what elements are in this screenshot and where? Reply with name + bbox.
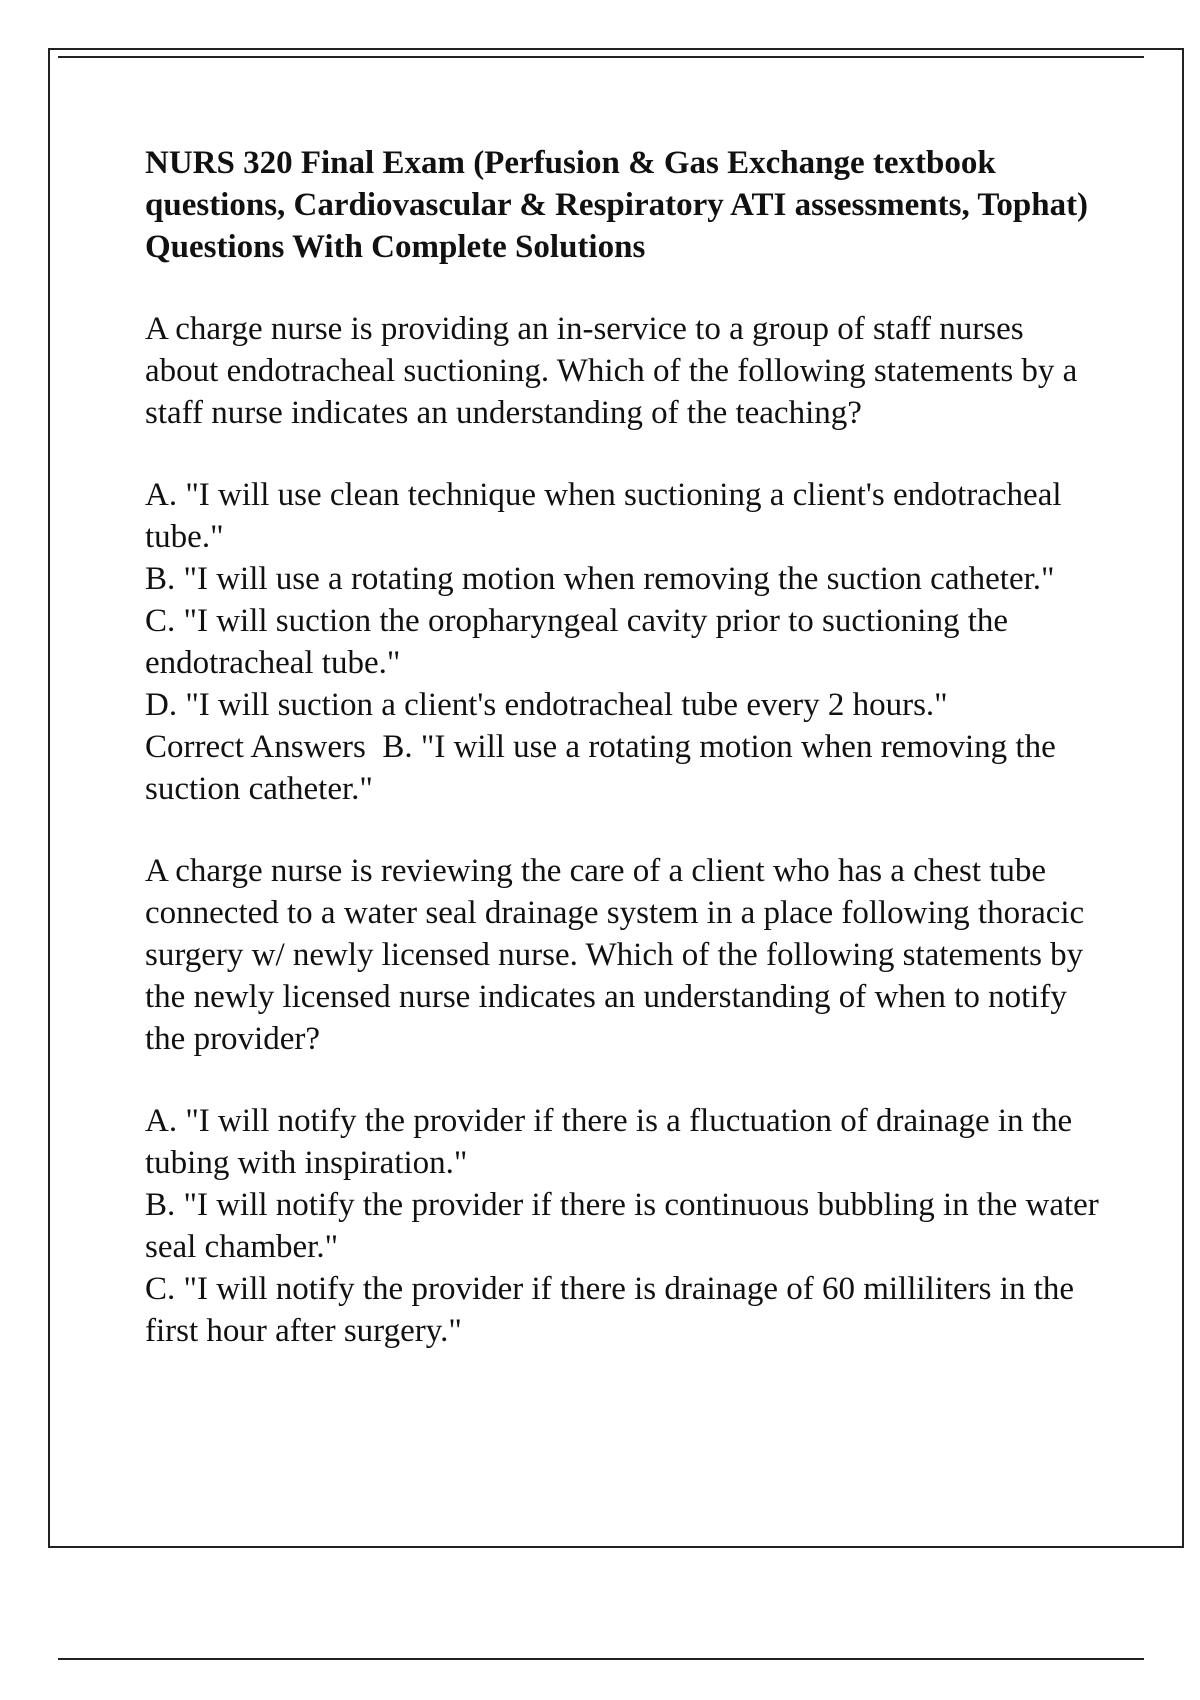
top-divider <box>58 56 1144 58</box>
question-1-options <box>145 474 1105 810</box>
question-1-answer <box>145 726 1105 810</box>
question-2-option-b: B. "I will notify the provider if there is continuous bubbling in the water seal chamber." <box>145 1187 1099 1265</box>
document-title: NURS 320 Final Exam (Perfusion & Gas Exchange textbook questions, Cardiovascular & Respiratory ATI assessments, Tophat) Questions With Complete Solutions <box>145 145 1089 265</box>
document-body <box>145 142 1105 1392</box>
bottom-divider <box>58 1658 1144 1660</box>
question-1-option-b: B. "I will use a rotating motion when removing the suction catheter." <box>145 561 1055 597</box>
question-2-stem: A charge nurse is reviewing the care of a client who has a chest tube connected to a water seal drainage system in a place following thoracic surgery w/ newly licensed nurse. Which of the following statements by the newly licensed nurse indicates an understanding of when to notify the provider? <box>145 853 1085 1057</box>
question-1-option-c: C. "I will suction the oropharyngeal cavity prior to suctioning the endotracheal tube." <box>145 603 1009 681</box>
question-2-options <box>145 1100 1105 1352</box>
question-1-option-a: A. "I will use clean technique when suctioning a client's endotracheal tube." <box>145 477 1062 555</box>
question-1-stem: A charge nurse is providing an in-service to a group of staff nurses about endotracheal suctioning. Which of the following statements by a staff nurse indicates an understanding of the teaching? <box>145 311 1078 431</box>
answer-label: Correct Answers <box>145 729 366 765</box>
answer-text: B. "I will use a rotating motion when removing the suction catheter." <box>145 729 1056 807</box>
question-1-option-d: D. "I will suction a client's endotracheal tube every 2 hours." <box>145 687 948 723</box>
question-2-option-a: A. "I will notify the provider if there is a fluctuation of drainage in the tubing with inspiration." <box>145 1103 1073 1181</box>
question-2-option-c: C. "I will notify the provider if there is drainage of 60 milliliters in the first hour after surgery." <box>145 1271 1075 1349</box>
